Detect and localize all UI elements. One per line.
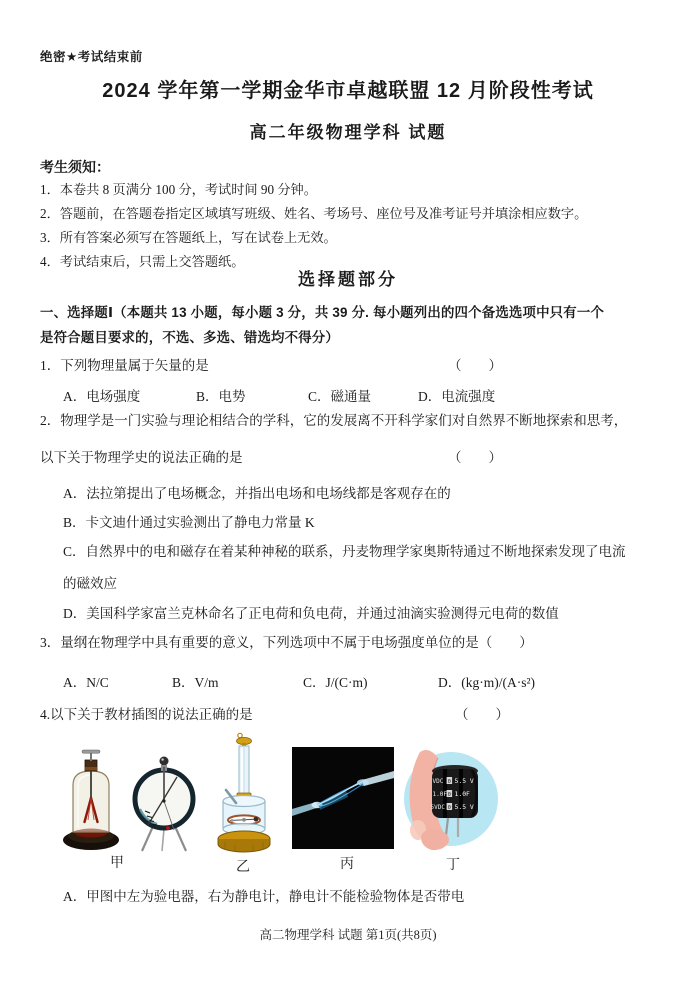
page-title: 2024 学年第一学期金华市卓越联盟 12 月阶段性考试 bbox=[102, 80, 594, 102]
svg-text:0: 0 bbox=[447, 804, 451, 811]
question-2-answer-brackets: （ ） bbox=[448, 450, 502, 465]
svg-text:0: 0 bbox=[447, 791, 451, 798]
question-2-text-line1: 2．物理学是一门实验与理论相结合的学科，它的发展离不开科学家们对自然界不断地探索和思考， bbox=[40, 413, 628, 428]
capacitor-marking-left-3: 5VDC bbox=[430, 804, 445, 811]
q2-option-a: A．法拉第提出了电场概念，并指出电场和电场线都是客观存在的 bbox=[63, 486, 451, 501]
figure-label-bing: 丙 bbox=[340, 857, 354, 872]
question-2-text-line2: 以下关于物理学史的说法正确的是 bbox=[40, 450, 243, 465]
q4-option-a: A．甲图中左为验电器，右为静电计，静电计不能检验物体是否带电 bbox=[63, 889, 465, 904]
spark-photo-figure bbox=[292, 747, 394, 849]
section-intro-line1: 一、选择题Ⅰ（本题共 13 小题，每小题 3 分，共 39 分. 每小题列出的四个备选选项中只有一个 bbox=[40, 305, 605, 320]
capacitor-photo-figure bbox=[402, 748, 500, 852]
capacitor-marking-left-2: 1.0F bbox=[432, 791, 447, 798]
electrometer-illustration bbox=[127, 754, 201, 854]
q1-option-d: D．电流强度 bbox=[418, 389, 496, 404]
q2-option-d: D．美国科学家富兰克林命名了正电荷和负电荷，并通过油滴实验测得元电荷的数值 bbox=[63, 606, 559, 621]
q1-option-a: A．电场强度 bbox=[63, 389, 141, 404]
torsion-balance-figure bbox=[213, 732, 275, 856]
q3-option-a: A．N/C bbox=[63, 675, 109, 690]
notice-item-4: 4．考试结束后，只需上交答题纸。 bbox=[40, 254, 245, 269]
capacitor-marking-right-1: 5.5 V bbox=[454, 777, 474, 785]
question-1-answer-brackets: （ ） bbox=[448, 358, 502, 373]
q1-option-b: B．电势 bbox=[196, 389, 246, 404]
capacitor-marking-left-1: VDC bbox=[432, 778, 444, 785]
spark-photo-illustration bbox=[292, 747, 394, 849]
q2-option-b: B．卡文迪什通过实验测出了静电力常量 K bbox=[63, 515, 315, 530]
notice-item-1: 1．本卷共 8 页满分 100 分，考试时间 90 分钟。 bbox=[40, 182, 317, 197]
electrometer-figure bbox=[127, 754, 201, 854]
page-subtitle: 高二年级物理学科 试题 bbox=[249, 123, 447, 142]
notice-heading: 考生须知： bbox=[40, 159, 110, 175]
q1-option-c: C．磁通量 bbox=[308, 389, 372, 404]
q2-option-c-line1: C．自然界中的电和磁存在着某种神秘的联系，丹麦物理学家奥斯特通过不断地探索发现了电流 bbox=[63, 544, 626, 559]
electroscope-figure bbox=[60, 748, 122, 852]
question-4-text: 4.以下关于教材插图的说法正确的是 bbox=[40, 707, 253, 722]
capacitor-marking-right-2: 1.0F bbox=[454, 790, 470, 798]
figure-label-yi: 乙 bbox=[236, 860, 250, 875]
page-footer: 高二物理学科 试题 第1页(共8页) bbox=[259, 928, 437, 942]
q3-option-c: C．J/(C·m) bbox=[303, 675, 368, 690]
question-1-text: 1．下列物理量属于矢量的是 bbox=[40, 358, 209, 373]
capacitor-photo-illustration bbox=[402, 748, 500, 852]
figure-label-jia: 甲 bbox=[110, 856, 124, 871]
question-4-answer-brackets: （ ） bbox=[455, 707, 509, 722]
section-title: 选择题部分 bbox=[298, 270, 398, 289]
question-3-text: 3．量纲在物理学中具有重要的意义，下列选项中不属于电场强度单位的是（ ） bbox=[40, 635, 533, 650]
capacitor-marking-right-3: 5.5 V bbox=[454, 803, 474, 811]
electroscope-illustration bbox=[60, 748, 122, 852]
q3-option-b: B．V/m bbox=[172, 675, 219, 690]
notice-item-2: 2．答题前，在答题卷指定区域填写班级、姓名、考场号、座位号及准考证号并填涂相应数字。 bbox=[40, 206, 588, 221]
figure-label-ding: 丁 bbox=[446, 858, 460, 873]
notice-item-3: 3．所有答案必须写在答题纸上，写在试卷上无效。 bbox=[40, 230, 337, 245]
q3-option-d: D．(kg·m)/(A·s²) bbox=[438, 675, 536, 690]
svg-text:0: 0 bbox=[447, 778, 451, 785]
section-intro-line2: 是符合题目要求的，不选、多选、错选均不得分） bbox=[40, 330, 339, 345]
classification-label: 绝密★考试结束前 bbox=[40, 50, 143, 64]
q2-option-c-line2: 的磁效应 bbox=[63, 576, 117, 591]
torsion-balance-illustration bbox=[213, 732, 275, 856]
